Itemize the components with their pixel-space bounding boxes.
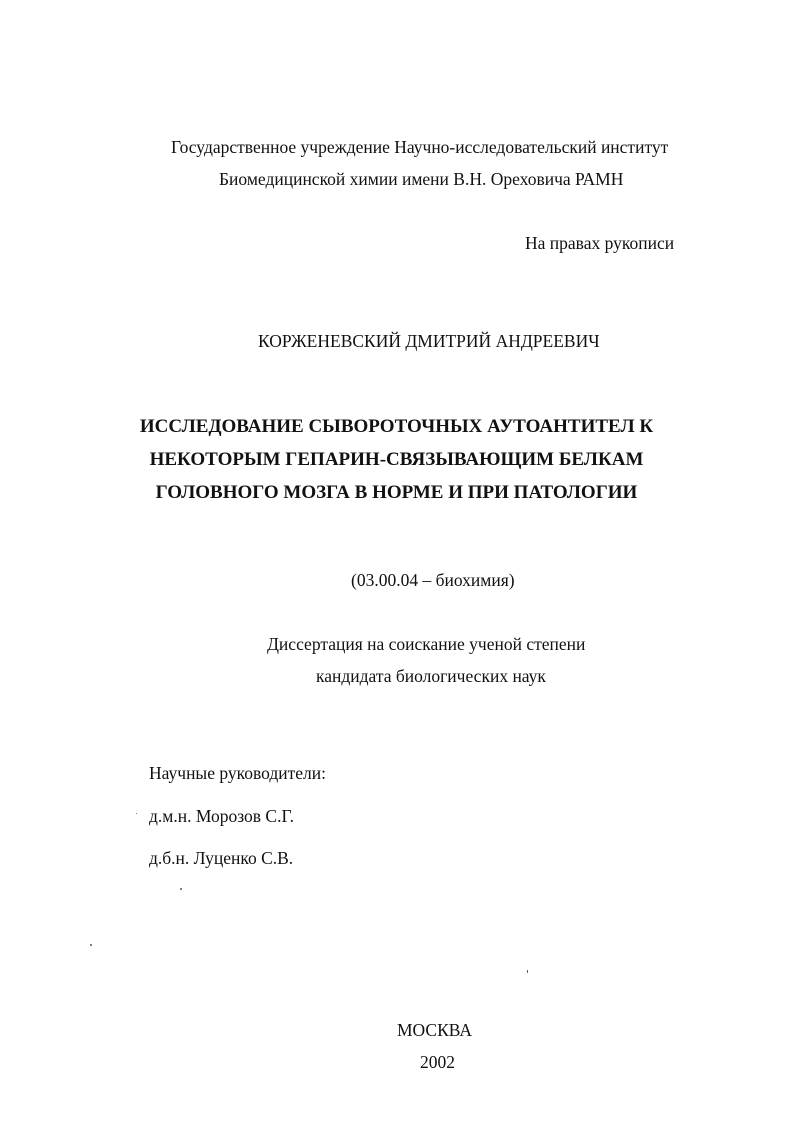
- scan-speck: [90, 944, 92, 946]
- title-line-1: ИССЛЕДОВАНИЕ СЫВОРОТОЧНЫХ АУТОАНТИТЕЛ К: [139, 416, 654, 437]
- title-line-3: ГОЛОВНОГО МОЗГА В НОРМЕ И ПРИ ПАТОЛОГИИ: [155, 482, 638, 503]
- institution-line-1: Государственное учреждение Научно-исследовательский институт: [171, 137, 669, 157]
- supervisor-item: д.б.н. Луценко С.В.: [149, 848, 294, 868]
- city: МОСКВА: [397, 1020, 472, 1040]
- author-name: КОРЖЕНЕВСКИЙ ДМИТРИЙ АНДРЕЕВИЧ: [258, 331, 600, 351]
- supervisor-item: д.м.н. Морозов С.Г.: [149, 806, 294, 826]
- institution-line-2: Биомедицинской химии имени В.Н. Ореховича РАМН: [219, 169, 624, 189]
- year: 2002: [420, 1052, 455, 1072]
- title-line-2: НЕКОТОРЫМ ГЕПАРИН-СВЯЗЫВАЮЩИМ БЕЛКАМ: [149, 449, 644, 470]
- scan-speck: [527, 970, 528, 973]
- scan-speck: [180, 888, 182, 890]
- dissertation-line-1: Диссертация на соискание ученой степени: [267, 634, 586, 654]
- supervisors-heading: Научные руководители:: [149, 763, 326, 783]
- specialty-code: (03.00.04 – биохимия): [351, 570, 515, 590]
- dissertation-line-2: кандидата биологических наук: [316, 666, 546, 686]
- manuscript-note: На правах рукописи: [525, 233, 675, 253]
- scan-speck: [136, 813, 137, 814]
